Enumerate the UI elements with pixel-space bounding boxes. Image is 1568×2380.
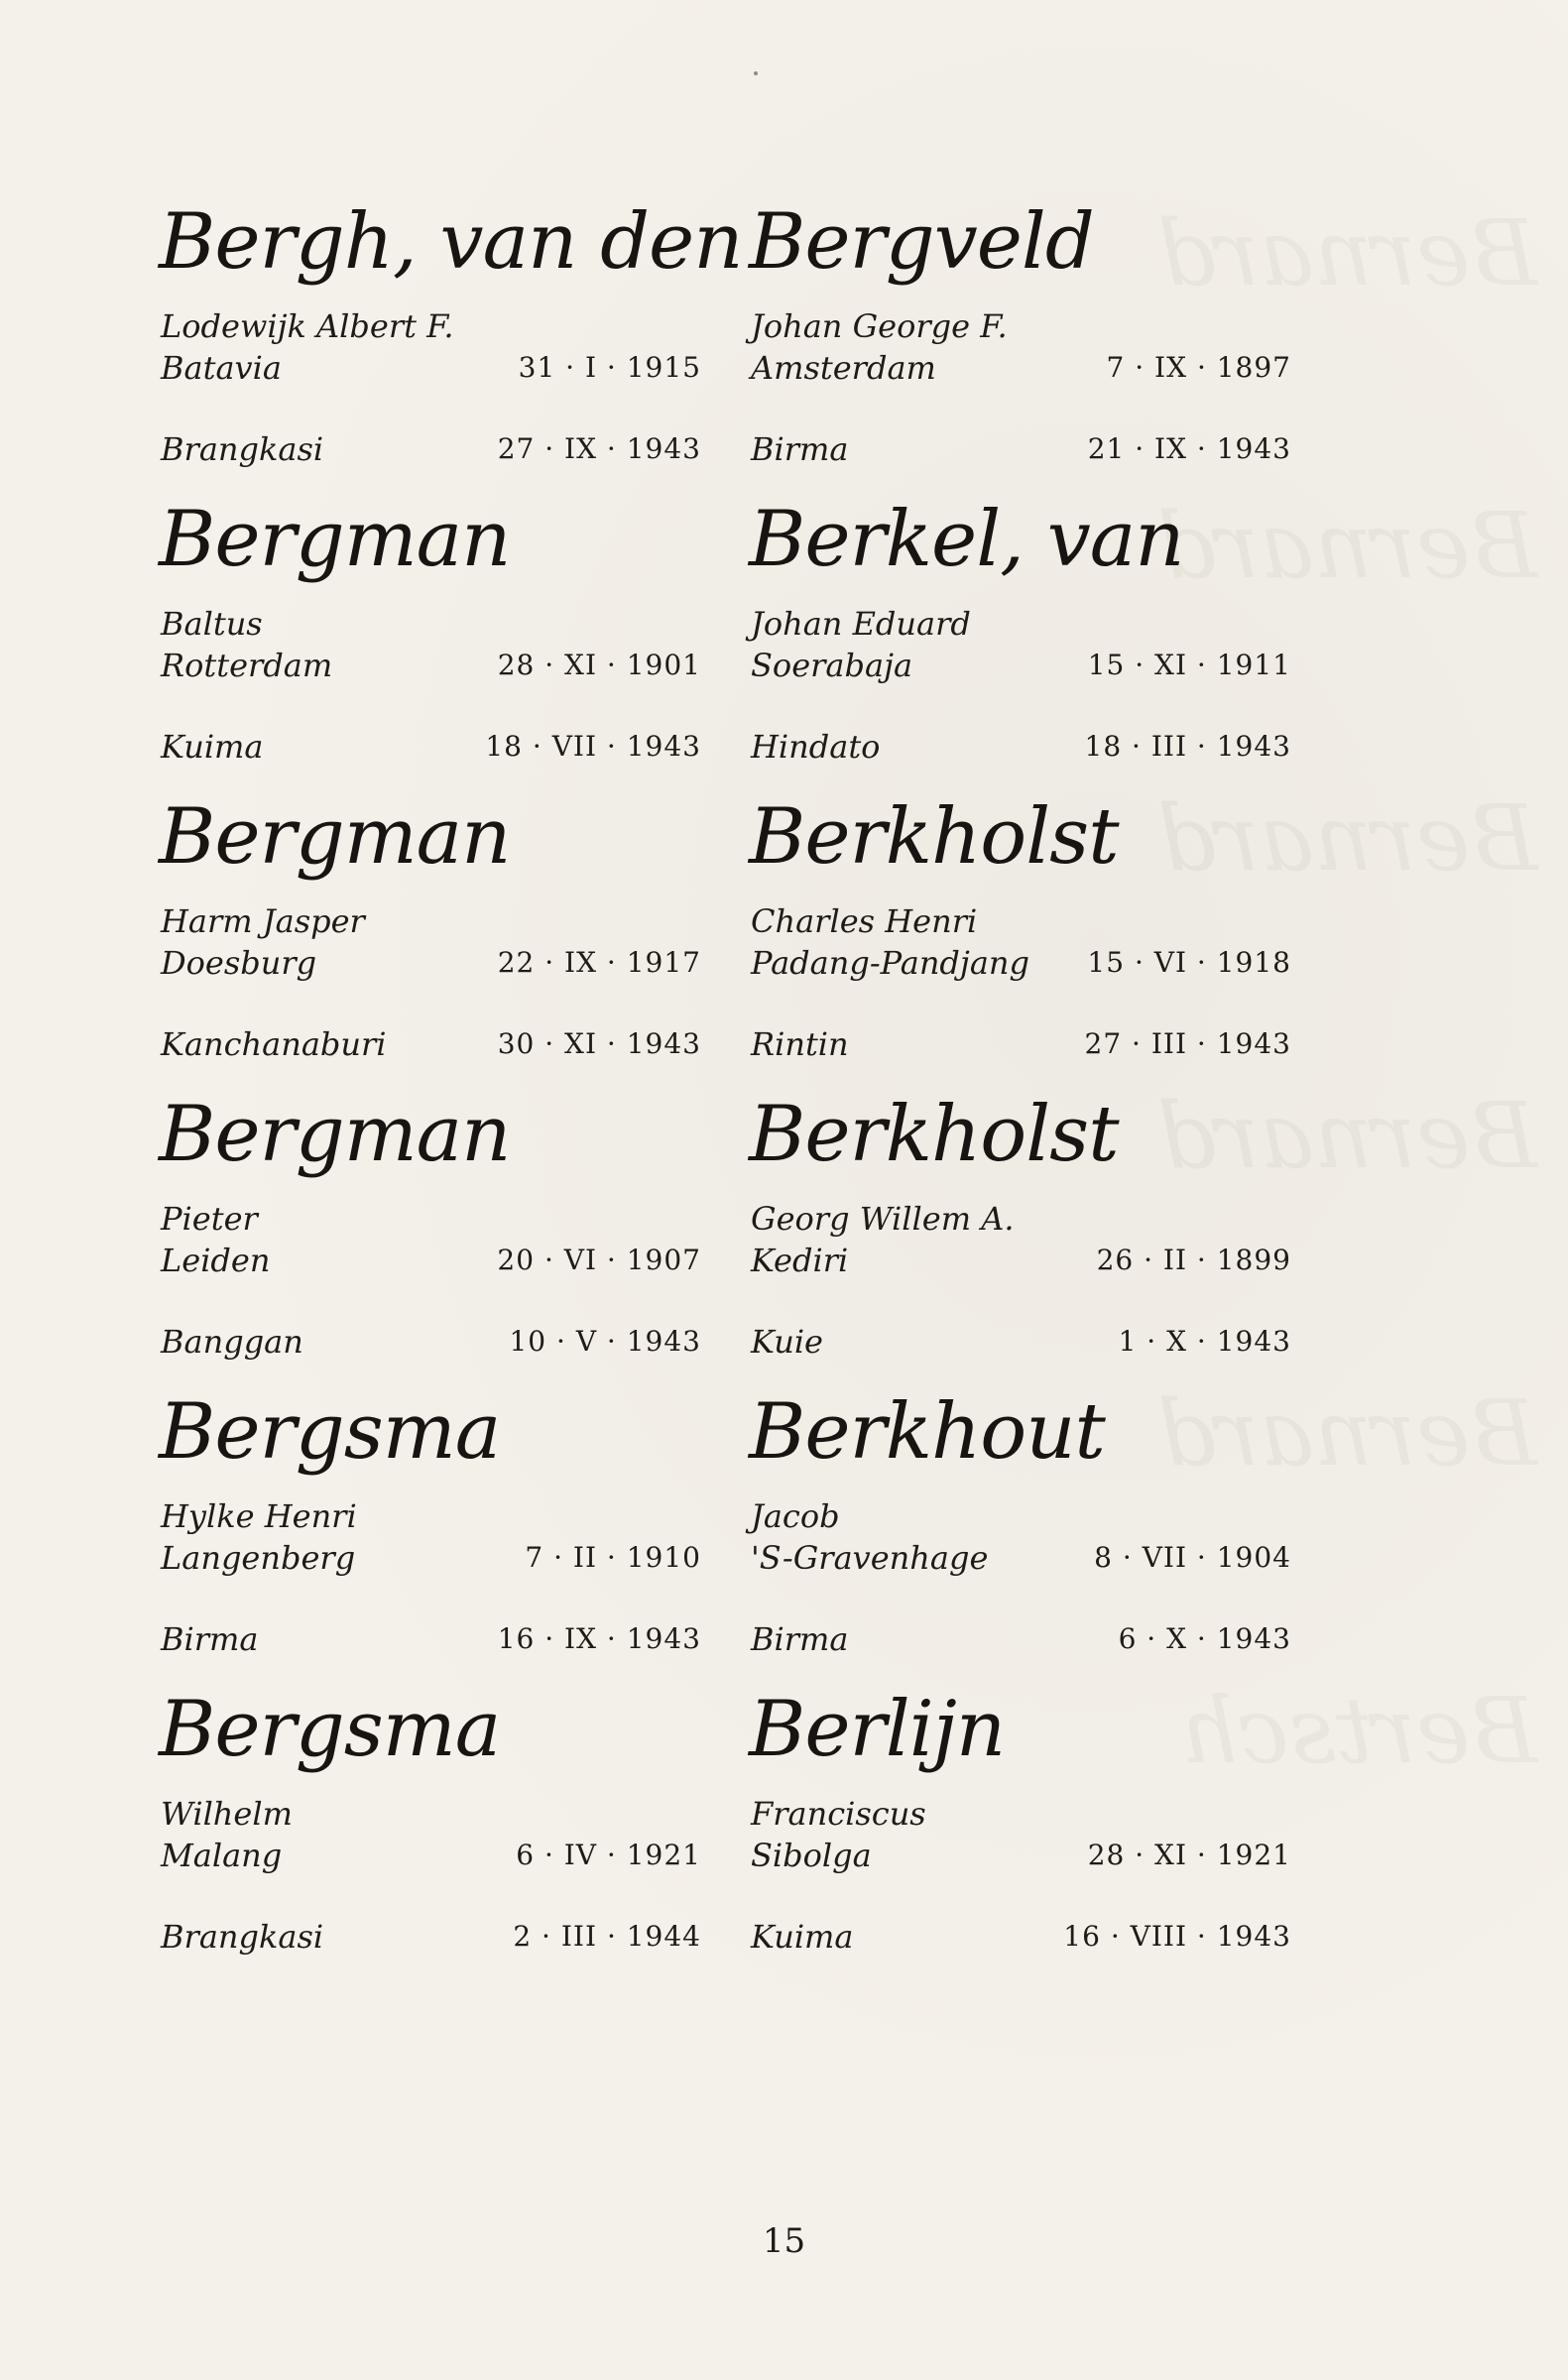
name-entry	[159, 1090, 714, 1383]
given-names: Pieter	[161, 1200, 258, 1238]
birth-date: 7 · IX · 1897	[1106, 351, 1291, 384]
surname: Berkhout	[749, 1387, 1105, 1477]
birth-place: Malang	[161, 1837, 283, 1874]
death-row	[161, 1620, 701, 1663]
birth-row	[161, 1539, 701, 1582]
show-through-text: Bernard	[1156, 493, 1537, 599]
given-names: Hylke Henri	[161, 1497, 357, 1535]
birth-place: Amsterdam	[751, 349, 936, 387]
death-date: 1 · X · 1943	[1118, 1325, 1291, 1358]
death-date: 6 · X · 1943	[1118, 1622, 1291, 1655]
birth-row	[161, 1242, 701, 1284]
death-place: Kuima	[161, 728, 264, 766]
birth-place: Padang-Pandjang	[751, 944, 1029, 982]
birth-row	[751, 349, 1291, 392]
death-place: Banggan	[161, 1323, 303, 1361]
given-names: Charles Henri	[751, 902, 978, 940]
given-names: Johan Eduard	[751, 605, 971, 643]
death-row	[161, 1918, 701, 1961]
surname: Bergveld	[749, 197, 1094, 287]
birth-date: 20 · VI · 1907	[497, 1244, 701, 1276]
birth-row	[161, 1837, 701, 1879]
death-date: 21 · IX · 1943	[1087, 432, 1291, 465]
given-names: Baltus	[161, 605, 263, 643]
death-date: 27 · IX · 1943	[497, 432, 701, 465]
death-row	[751, 430, 1291, 473]
death-place: Birma	[751, 430, 849, 468]
death-row	[751, 1323, 1291, 1366]
birth-place: 'S-Gravenhage	[751, 1539, 989, 1577]
name-entry	[749, 495, 1304, 788]
show-through-text: Bernard	[1156, 200, 1537, 306]
birth-date: 7 · II · 1910	[525, 1541, 701, 1574]
death-date: 10 · V · 1943	[509, 1325, 701, 1358]
surname: Bergman	[159, 792, 511, 882]
death-place: Kuie	[751, 1323, 823, 1361]
name-entry	[159, 197, 743, 491]
death-place: Birma	[161, 1620, 259, 1658]
birth-row	[751, 1539, 1291, 1582]
birth-row	[751, 1837, 1291, 1879]
given-names: Harm Jasper	[161, 902, 365, 940]
birth-place: Doesburg	[161, 944, 317, 982]
death-row	[161, 728, 701, 771]
given-names: Lodewijk Albert F.	[161, 307, 454, 345]
given-names: Georg Willem A.	[751, 1200, 1015, 1238]
death-row	[751, 1620, 1291, 1663]
birth-date: 15 · XI · 1911	[1087, 649, 1291, 681]
given-names: Johan George F.	[751, 307, 1008, 345]
birth-place: Kediri	[751, 1242, 849, 1279]
death-place: Birma	[751, 1620, 849, 1658]
death-place: Kanchanaburi	[161, 1025, 387, 1063]
birth-row	[751, 1242, 1291, 1284]
death-place: Brangkasi	[161, 1918, 324, 1956]
birth-date: 8 · VII · 1904	[1094, 1541, 1291, 1574]
surname: Bergsma	[159, 1685, 501, 1774]
surname: Bergh, van den	[159, 197, 743, 287]
death-place: Kuima	[751, 1918, 854, 1956]
birth-place: Soerabaja	[751, 647, 913, 684]
death-row	[161, 1025, 701, 1068]
birth-place: Batavia	[161, 349, 282, 387]
death-place: Rintin	[751, 1025, 849, 1063]
given-names: Jacob	[751, 1497, 840, 1535]
death-row	[751, 1918, 1291, 1961]
surname: Bergman	[159, 495, 511, 584]
death-date: 27 · III · 1943	[1084, 1027, 1291, 1060]
birth-date: 15 · VI · 1918	[1087, 946, 1291, 979]
name-entry	[749, 197, 1304, 491]
name-entry	[159, 1387, 714, 1681]
birth-date: 26 · II · 1899	[1096, 1244, 1291, 1276]
show-through-text: Bernard	[1156, 785, 1537, 892]
name-entry	[159, 1685, 714, 1978]
surname: Bergsma	[159, 1387, 501, 1477]
name-entry	[159, 792, 714, 1086]
name-entry	[749, 1090, 1304, 1383]
birth-place: Langenberg	[161, 1539, 356, 1577]
death-row	[161, 430, 701, 473]
name-entry	[749, 1387, 1304, 1681]
name-entry	[749, 792, 1304, 1086]
show-through-text: Bertsch	[1179, 1678, 1537, 1784]
death-place: Hindato	[751, 728, 881, 766]
death-date: 30 · XI · 1943	[497, 1027, 701, 1060]
death-place: Brangkasi	[161, 430, 324, 468]
name-entry	[159, 495, 714, 788]
birth-row	[161, 349, 701, 392]
birth-date: 28 · XI · 1921	[1087, 1839, 1291, 1871]
birth-date: 22 · IX · 1917	[497, 946, 701, 979]
death-date: 18 · III · 1943	[1084, 730, 1291, 763]
birth-row	[161, 944, 701, 987]
name-entry	[749, 1685, 1304, 1978]
death-date: 16 · VIII · 1943	[1063, 1920, 1291, 1953]
birth-date: 28 · XI · 1901	[497, 649, 701, 681]
surname: Bergman	[159, 1090, 511, 1179]
birth-row	[751, 944, 1291, 987]
death-row	[161, 1323, 701, 1366]
death-row	[751, 728, 1291, 771]
given-names: Franciscus	[751, 1795, 926, 1833]
surname: Berlijn	[749, 1685, 1006, 1774]
show-through-text: Bernard	[1156, 1083, 1537, 1189]
paper-speck	[754, 71, 758, 75]
surname: Berkholst	[749, 792, 1119, 882]
birth-row	[161, 647, 701, 689]
death-date: 2 · III · 1944	[513, 1920, 701, 1953]
surname: Berkel, van	[749, 495, 1184, 584]
birth-place: Rotterdam	[161, 647, 333, 684]
birth-place: Sibolga	[751, 1837, 872, 1874]
show-through-text: Bernard	[1156, 1380, 1537, 1487]
death-date: 18 · VII · 1943	[485, 730, 701, 763]
death-date: 16 · IX · 1943	[497, 1622, 701, 1655]
birth-date: 31 · I · 1915	[518, 351, 701, 384]
birth-date: 6 · IV · 1921	[516, 1839, 701, 1871]
birth-place: Leiden	[161, 1242, 271, 1279]
birth-row	[751, 647, 1291, 689]
given-names: Wilhelm	[161, 1795, 293, 1833]
death-row	[751, 1025, 1291, 1068]
surname: Berkholst	[749, 1090, 1119, 1179]
page-number: 15	[762, 2221, 806, 2261]
